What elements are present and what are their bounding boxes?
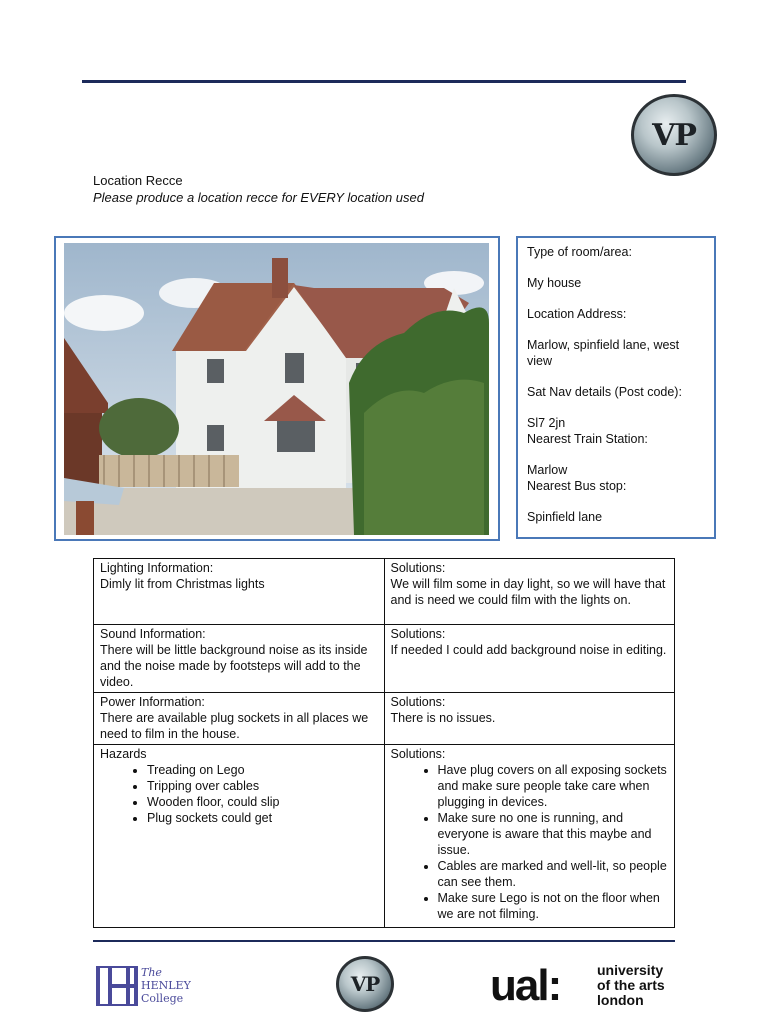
satnav-label: Sat Nav details (Post code): [527,385,682,399]
vp-logo [631,94,717,176]
ual-line-1: university [597,962,664,978]
sound-cell [94,625,385,693]
henley-the: The [141,966,162,979]
hazards-label: Hazards [100,747,147,761]
room-type-value: My house [527,276,582,290]
lighting-solution-cell [384,559,675,625]
hazards-solution-list [391,762,669,922]
sound-label: Sound Information: [100,627,206,641]
ual-logo-mark: ual: [490,961,561,1010]
table-row-power [94,693,675,745]
vp-footer-logo [336,956,394,1012]
hazard-item: • Tripping over cables [147,778,378,794]
henley-college: College [141,992,184,1005]
power-solution-text: There is no issues. [390,711,496,725]
bus-stop-label: Nearest Bus stop: [527,479,627,493]
lighting-solution-label: Solutions: [390,561,446,575]
hazard-solution-item: • Make sure no one is running, and everyone is aware that this maybe and issue. [438,810,669,858]
location-details [516,236,716,539]
hazards-cell [94,745,385,928]
hazards-solution-cell [384,745,675,928]
power-text: There are available plug sockets in all places we need to film in the house. [100,711,369,741]
lighting-solution-text: We will film some in day light, so we will have that and is need we could film with the lights on. [390,577,666,607]
henley-college-logo [96,964,196,1008]
address-label: Location Address: [527,307,627,321]
vp-footer-logo-text: VP [350,972,380,996]
page-heading [93,173,424,205]
lighting-text: Dimly lit from Christmas lights [100,577,265,591]
power-solution-cell [384,693,675,745]
ual-line-2: of the arts [597,977,665,993]
hazards-solution-label: Solutions: [390,747,446,761]
room-type-label: Type of room/area: [527,245,632,259]
page-subtitle: Please produce a location recce for EVERY location used [93,190,424,205]
page-title: Location Recce [93,173,183,188]
hazards-list [100,762,378,826]
ual-logo-words [597,963,665,1008]
location-photo [64,243,489,535]
hazard-solution-item: • Make sure Lego is not on the floor when we are not filming. [438,890,669,922]
recce-table [93,558,675,928]
power-solution-label: Solutions: [390,695,446,709]
lighting-cell [94,559,385,625]
henley-name: HENLEY [141,979,191,992]
power-cell [94,693,385,745]
vp-logo-text: VP [652,117,696,153]
top-divider [82,80,686,83]
satnav-value: Sl7 2jn [527,416,566,430]
train-station-label: Nearest Train Station: [527,432,648,446]
lighting-label: Lighting Information: [100,561,214,575]
power-label: Power Information: [100,695,205,709]
hazard-solution-item: • Have plug covers on all exposing sockets and make sure people take care when plugging in devices. [438,762,669,810]
address-value: Marlow, spinfield lane, west view [527,338,680,368]
bus-stop-value: Spinfield lane [527,510,603,524]
hazard-item: • Plug sockets could get [147,810,378,826]
table-row-hazards [94,745,675,928]
hazard-item: • Treading on Lego [147,762,378,778]
sound-solution-label: Solutions: [390,627,446,641]
hazard-solution-item: • Cables are marked and well-lit, so people can see them. [438,858,669,890]
ual-line-3: london [597,992,644,1008]
hazard-item: • Wooden floor, could slip [147,794,378,810]
table-row-lighting [94,559,675,625]
train-station-value: Marlow [527,463,568,477]
bottom-divider [93,940,675,942]
table-row-sound [94,625,675,693]
sound-solution-text: If needed I could add background noise in editing. [390,643,667,657]
sound-text: There will be little background noise as its inside and the noise made by footsteps will add to the video. [100,643,368,689]
sound-solution-cell [384,625,675,693]
